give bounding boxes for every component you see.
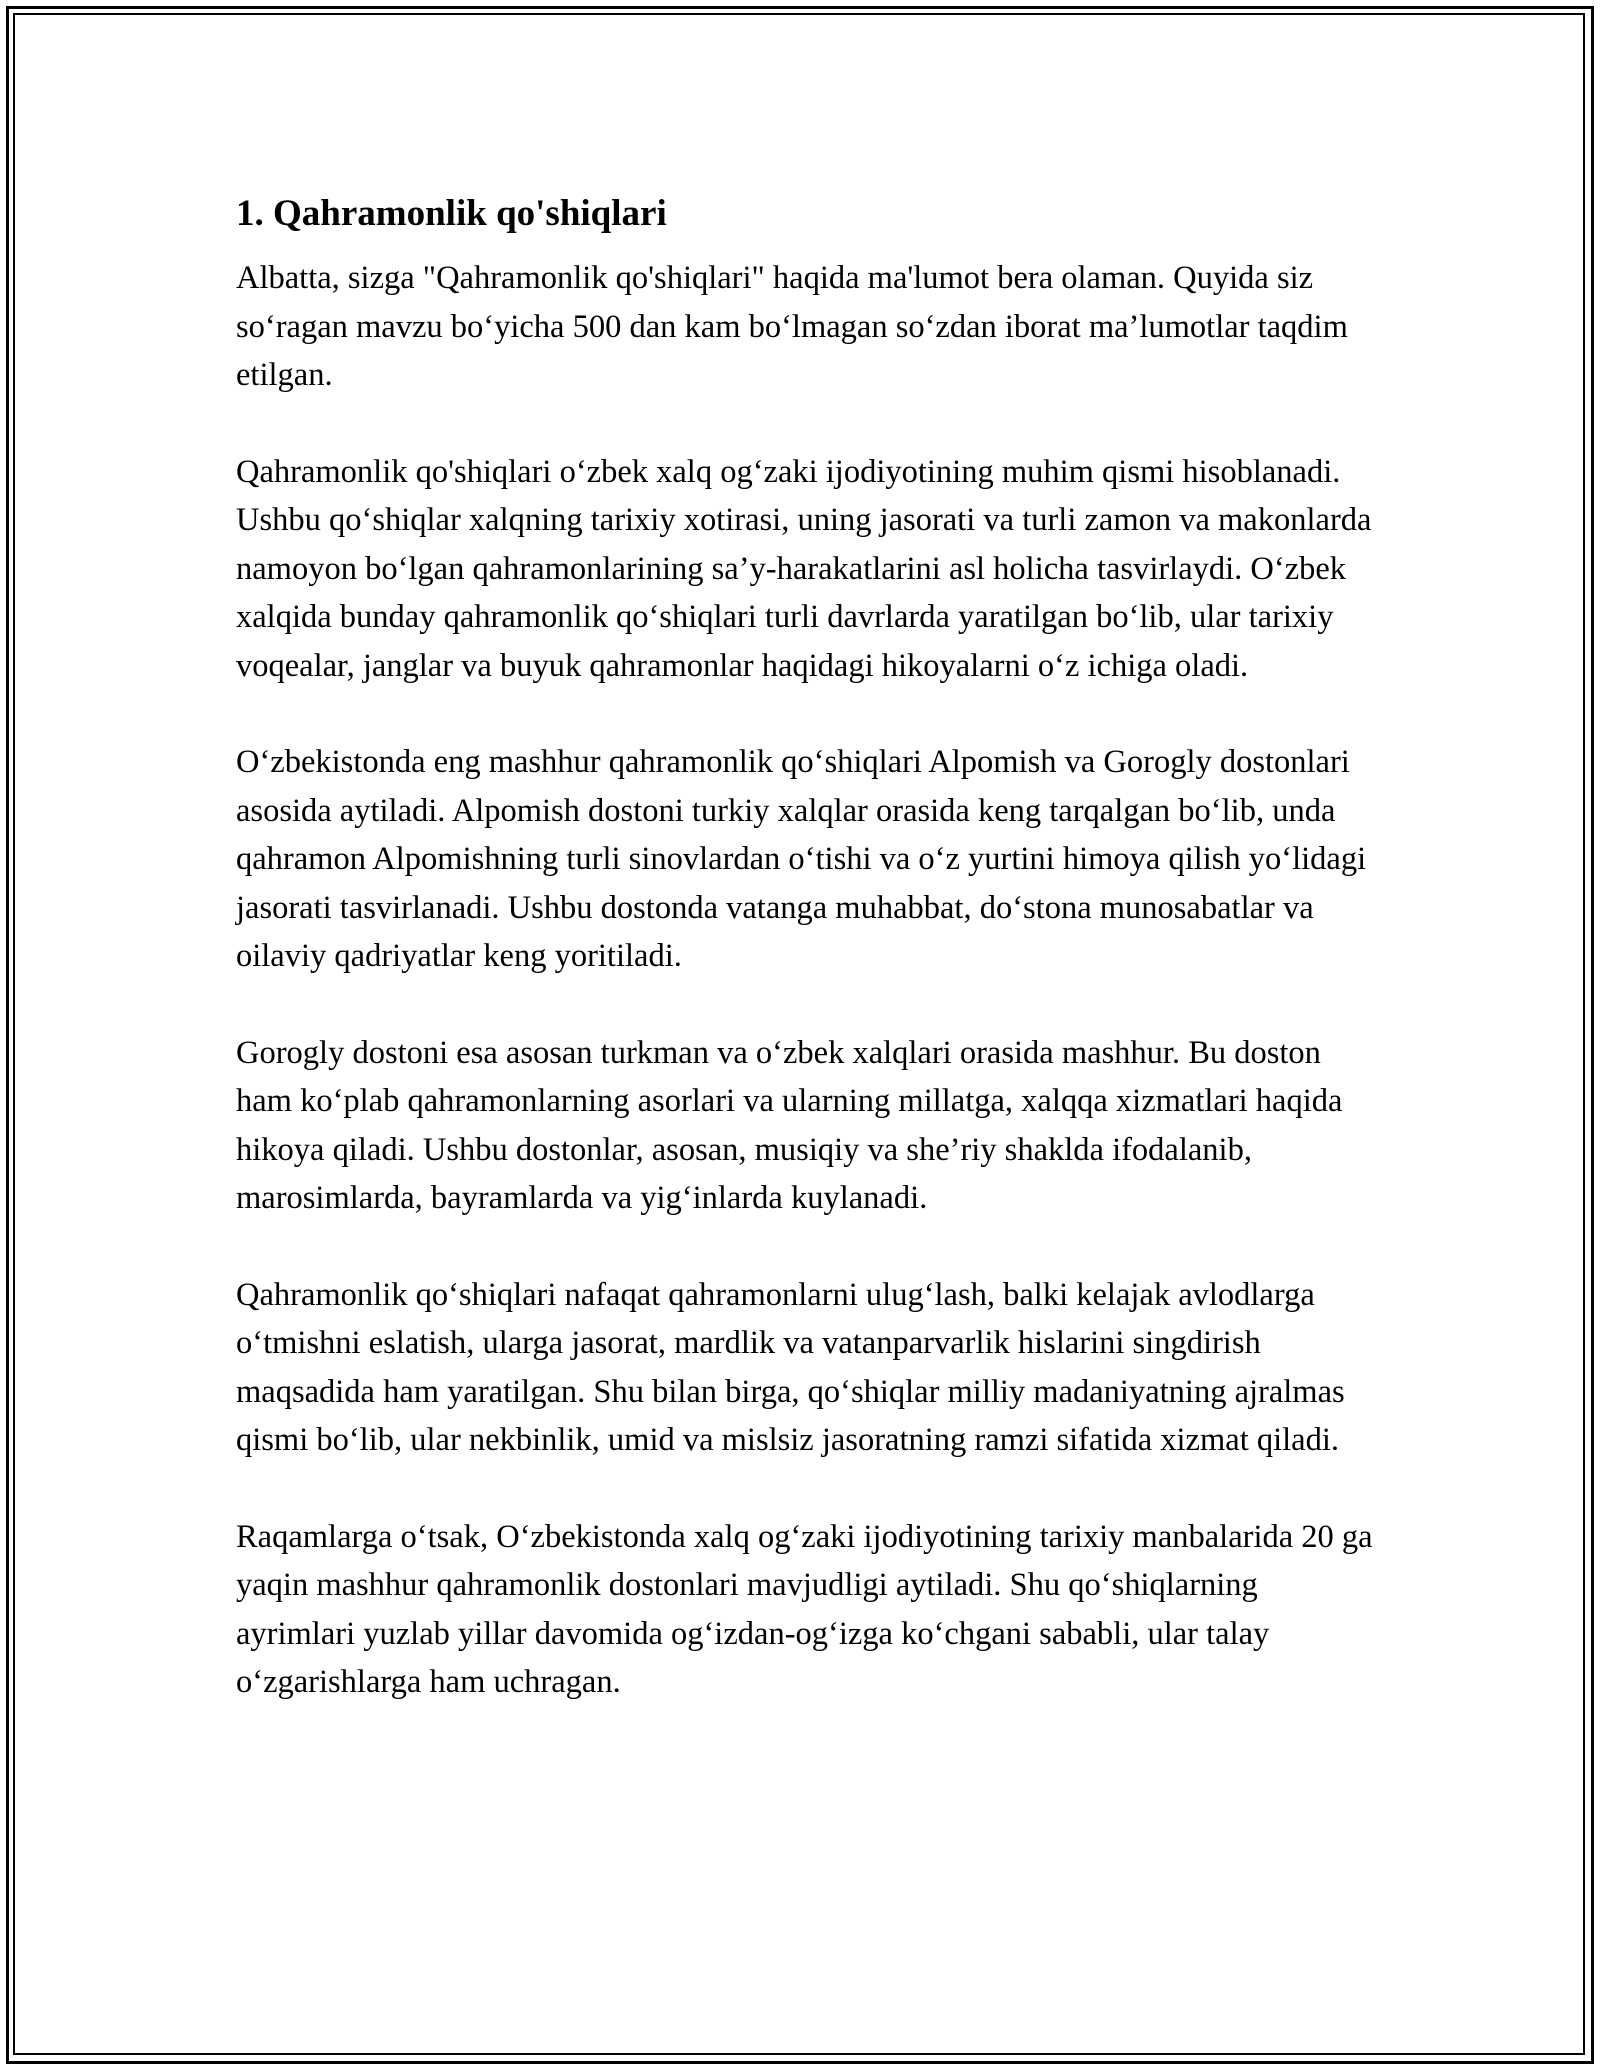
- paragraph-overview: Qahramonlik qo'shiqlari o‘zbek xalq og‘zaki ijodiyotining muhim qismi hisoblanadi. Ushbu qo‘shiqlar xalqning tarixiy xotirasi, uning jasorati va turli zamon va makonlarda namoyon bo‘lgan qahramonlarining sa’y-harakatlarini asl holicha tasvirlaydi. O‘zbek xalqida bunday qahramonlik qo‘shiqlari turli davrlarda yaratilgan bo‘lib, ular tarixiy voqealar, janglar va buyuk qahramonlar haqidagi hikoyalarni o‘z ichiga oladi.: [236, 453, 1372, 684]
- paragraph-alpomish: O‘zbekistonda eng mashhur qahramonlik qo‘shiqlari Alpomish va Gorogly dostonlari asosida aytiladi. Alpomish dostoni turkiy xalqlar orasida keng tarqalgan bo‘lib, unda qahramon Alpomishning turli sinovlardan o‘tishi va o‘z yurtini himoya qilish yo‘lidagi jasorati tasvirlanadi. Ushbu dostonda vatanga muhabbat, do‘stona munosabatlar va oilaviy qadriyatlar keng yoritiladi.: [236, 744, 1367, 974]
- document-body: [236, 186, 1376, 1755]
- document-heading: 1. Qahramonlik qo'shiqlari: [236, 193, 667, 234]
- paragraph-numbers: Raqamlarga o‘tsak, O‘zbekistonda xalq og‘zaki ijodiyotining tarixiy manbalarida 20 ga yaqin mashhur qahramonlik dostonlari mavjudligi aytiladi. Shu qo‘shiqlarning ayrimlari yuzlab yillar davomida og‘izdan-og‘izga ko‘chgani sababli, ular talay o‘zgarishlarga ham uchragan.: [236, 1518, 1373, 1700]
- paragraph-intro: Albatta, sizga "Qahramonlik qo'shiqlari" haqida ma'lumot bera olaman. Quyida siz so‘ragan mavzu bo‘yicha 500 dan kam bo‘lmagan so‘zdan iborat ma’lumotlar taqdim etilgan.: [236, 260, 1348, 393]
- paragraph-purpose: Qahramonlik qo‘shiqlari nafaqat qahramonlarni ulug‘lash, balki kelajak avlodlarga o‘tmishni eslatish, ularga jasorat, mardlik va vatanparvarlik hislarini singdirish maqsadida ham yaratilgan. Shu bilan birga, qo‘shiqlar milliy madaniyatning ajralmas qismi bo‘lib, ular nekbinlik, umid va mislsiz jasoratning ramzi sifatida xizmat qiladi.: [236, 1276, 1345, 1458]
- paragraph-gorogly: Gorogly dostoni esa asosan turkman va o‘zbek xalqlari orasida mashhur. Bu doston ham ko‘plab qahramonlarning asorlari va ularning millatga, xalqqa xizmatlari haqida hikoya qiladi. Ushbu dostonlar, asosan, musiqiy va she’riy shaklda ifodalanib, marosimlarda, bayramlarda va yig‘inlarda kuylanadi.: [236, 1034, 1343, 1216]
